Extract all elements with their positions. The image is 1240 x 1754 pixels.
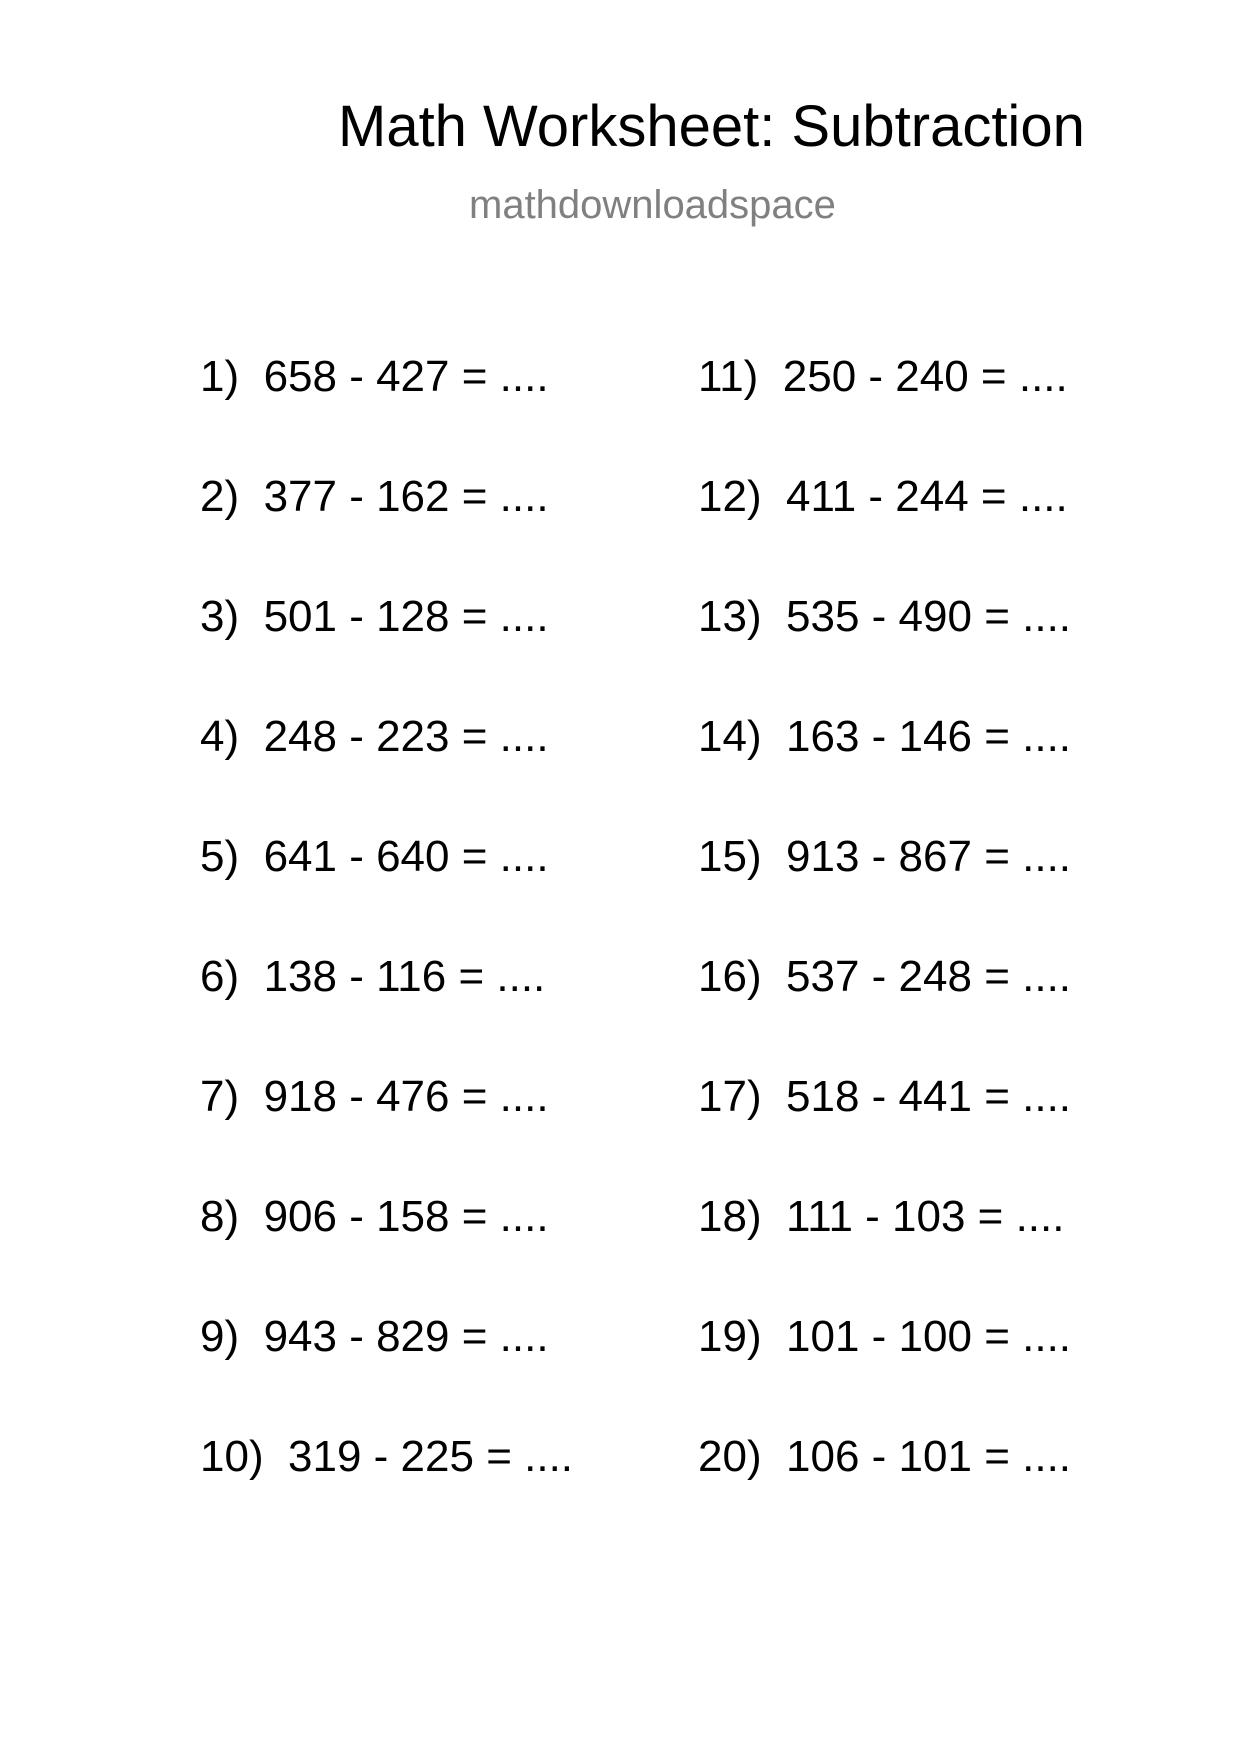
problem-item: 9) 943 - 829 = .... (200, 1312, 549, 1361)
problem-item: 15) 913 - 867 = .... (698, 832, 1072, 881)
problem-item: 3) 501 - 128 = .... (200, 592, 549, 641)
problem-item: 8) 906 - 158 = .... (200, 1192, 549, 1241)
problem-item: 18) 111 - 103 = .... (698, 1192, 1065, 1241)
problem-item: 17) 518 - 441 = .... (698, 1072, 1072, 1121)
problem-item: 4) 248 - 223 = .... (200, 712, 549, 761)
page-title: Math Worksheet: Subtraction (338, 94, 1085, 159)
problem-item: 19) 101 - 100 = .... (698, 1312, 1072, 1361)
problem-item: 11) 250 - 240 = .... (698, 352, 1068, 401)
problem-item: 12) 411 - 244 = .... (698, 472, 1068, 521)
problem-item: 6) 138 - 116 = .... (200, 952, 546, 1001)
problem-item: 20) 106 - 101 = .... (698, 1432, 1072, 1481)
problem-item: 16) 537 - 248 = .... (698, 952, 1072, 1001)
problem-item: 14) 163 - 146 = .... (698, 712, 1072, 761)
problem-item: 13) 535 - 490 = .... (698, 592, 1072, 641)
problem-item: 7) 918 - 476 = .... (200, 1072, 549, 1121)
problem-item: 1) 658 - 427 = .... (200, 352, 549, 401)
problem-item: 2) 377 - 162 = .... (200, 472, 549, 521)
problem-item: 5) 641 - 640 = .... (200, 832, 549, 881)
page-subtitle: mathdownloadspace (469, 183, 836, 227)
problem-item: 10) 319 - 225 = .... (200, 1432, 574, 1481)
